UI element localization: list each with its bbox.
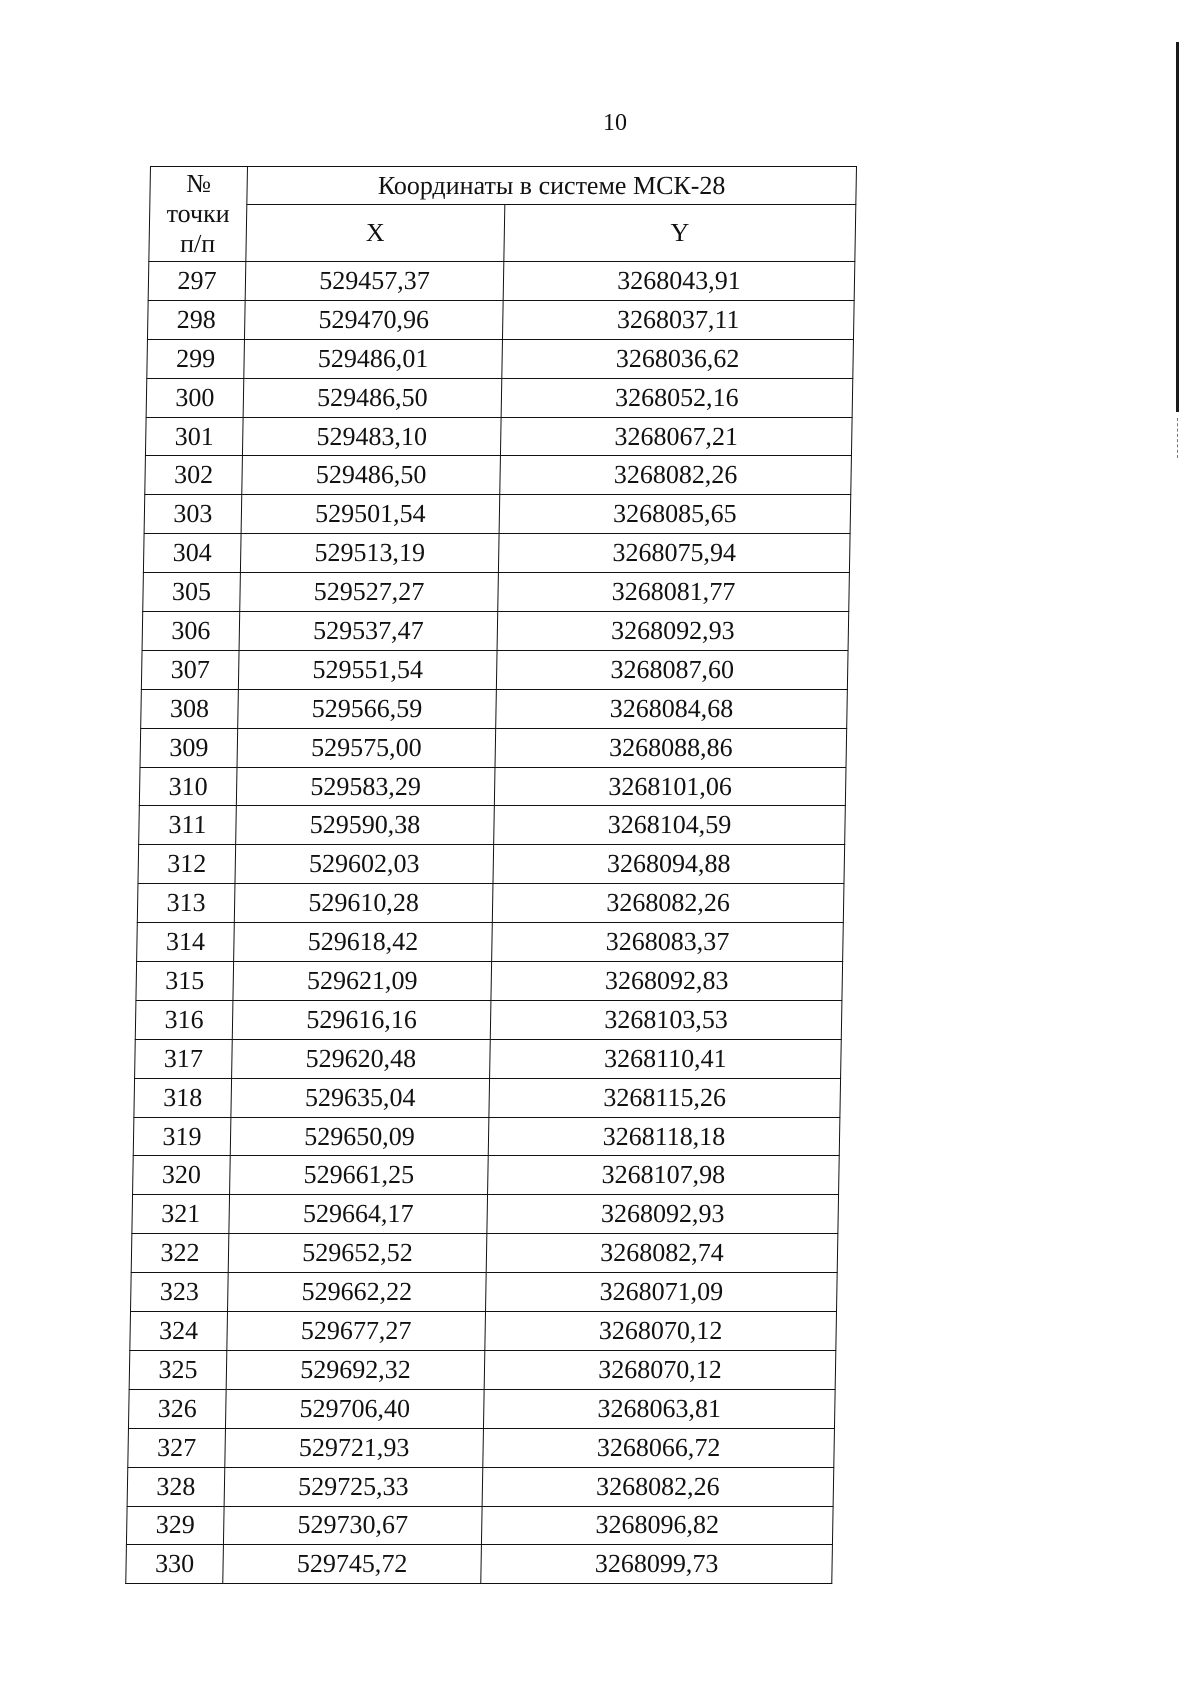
table-row: [141, 689, 848, 728]
x-coordinate-cell: 529661,25: [230, 1156, 489, 1195]
y-coordinate-cell: 3268043,91: [503, 262, 855, 301]
x-coordinate-cell: 529620,48: [232, 1039, 491, 1078]
y-coordinate-cell: 3268092,93: [497, 612, 849, 651]
y-coordinate-cell: 3268094,88: [493, 845, 845, 884]
x-coordinate-cell: 529706,40: [225, 1389, 484, 1428]
x-coordinate-cell: 529566,59: [238, 689, 497, 728]
point-number-cell: 297: [148, 262, 246, 301]
x-coordinate-cell: 529551,54: [238, 650, 497, 689]
point-number-cell: 311: [139, 806, 237, 845]
point-number-cell: 301: [145, 417, 243, 456]
point-number-cell: 305: [143, 573, 241, 612]
point-number-cell: 319: [133, 1117, 231, 1156]
x-coordinate-cell: 529457,37: [245, 262, 504, 301]
point-number-cell: 308: [141, 689, 239, 728]
x-coordinate-cell: 529635,04: [231, 1078, 490, 1117]
point-number-cell: 318: [134, 1078, 232, 1117]
point-number-cell: 316: [135, 1000, 233, 1039]
point-number-cell: 315: [136, 962, 234, 1001]
point-number-cell: 312: [138, 845, 236, 884]
table-row: [130, 1312, 837, 1351]
table-row: [138, 845, 845, 884]
y-coordinate-cell: 3268082,74: [486, 1234, 838, 1273]
point-number-cell: 330: [126, 1545, 224, 1584]
scan-edge-dash: [1177, 418, 1179, 458]
x-coordinate-cell: 529513,19: [240, 534, 499, 573]
point-number-cell: 326: [128, 1389, 226, 1428]
table-row: [131, 1273, 838, 1312]
y-coordinate-cell: 3268036,62: [502, 339, 854, 378]
x-coordinate-cell: 529721,93: [225, 1428, 484, 1467]
y-coordinate-cell: 3268052,16: [501, 378, 853, 417]
y-coordinate-cell: 3268103,53: [490, 1000, 842, 1039]
x-coordinate-cell: 529470,96: [244, 300, 503, 339]
x-coordinate-cell: 529486,50: [242, 456, 501, 495]
table-row: [137, 884, 844, 923]
point-number-cell: 314: [137, 923, 235, 962]
table-body: [126, 262, 855, 1584]
point-number-cell: 302: [145, 456, 243, 495]
x-coordinate-cell: 529621,09: [233, 962, 492, 1001]
table-row: [127, 1467, 834, 1506]
table-row: [131, 1234, 838, 1273]
table-row: [143, 573, 850, 612]
x-coordinate-cell: 529486,01: [244, 339, 503, 378]
x-coordinate-cell: 529616,16: [232, 1000, 491, 1039]
page-number: 10: [603, 110, 627, 136]
coordinates-system-header: Координаты в системе МСК-28: [247, 167, 857, 205]
point-number-cell: 298: [147, 300, 245, 339]
y-coordinate-cell: 3268070,12: [484, 1350, 836, 1389]
y-coordinate-cell: 3268067,21: [500, 417, 852, 456]
y-coordinate-cell: 3268082,26: [482, 1467, 834, 1506]
x-coordinate-cell: 529650,09: [230, 1117, 489, 1156]
table-row: [142, 612, 849, 651]
point-number-cell: 309: [140, 728, 238, 767]
y-coordinate-cell: 3268075,94: [498, 534, 850, 573]
x-coordinate-cell: 529677,27: [227, 1312, 486, 1351]
y-coordinate-cell: 3268118,18: [488, 1117, 840, 1156]
y-coordinate-cell: 3268071,09: [486, 1273, 838, 1312]
x-coordinate-cell: 529664,17: [229, 1195, 488, 1234]
table-row: [128, 1389, 835, 1428]
x-coordinate-cell: 529575,00: [237, 728, 496, 767]
y-coordinate-cell: 3268082,26: [492, 884, 844, 923]
table-row: [133, 1156, 840, 1195]
x-coordinate-cell: 529730,67: [223, 1506, 482, 1545]
table-row: [146, 378, 853, 417]
y-coordinate-cell: 3268082,26: [500, 456, 852, 495]
y-coordinate-cell: 3268081,77: [498, 573, 850, 612]
point-number-cell: 299: [147, 339, 245, 378]
y-coordinate-cell: 3268037,11: [502, 300, 854, 339]
table-row: [137, 923, 844, 962]
point-number-header-line-3: п/п: [179, 229, 216, 258]
point-number-cell: 320: [133, 1156, 231, 1195]
x-coordinate-cell: 529537,47: [239, 612, 498, 651]
y-coordinate-cell: 3268085,65: [499, 495, 851, 534]
point-number-cell: 304: [143, 534, 241, 573]
x-coordinate-cell: 529590,38: [236, 806, 495, 845]
table-row: [141, 650, 848, 689]
point-number-cell: 303: [144, 495, 242, 534]
y-coordinate-cell: 3268092,93: [487, 1195, 839, 1234]
y-coordinate-cell: 3268115,26: [489, 1078, 841, 1117]
point-number-cell: 329: [126, 1506, 224, 1545]
y-coordinate-cell: 3268107,98: [488, 1156, 840, 1195]
y-coordinate-cell: 3268063,81: [483, 1389, 835, 1428]
y-coordinate-cell: 3268101,06: [494, 767, 846, 806]
table-row: [135, 1039, 842, 1078]
y-coordinate-cell: 3268084,68: [496, 689, 848, 728]
table-row: [143, 534, 850, 573]
x-column-header: X: [246, 205, 505, 262]
x-coordinate-cell: 529583,29: [236, 767, 495, 806]
table-row: [135, 1000, 842, 1039]
x-coordinate-cell: 529618,42: [234, 923, 493, 962]
y-column-header: Y: [504, 205, 856, 262]
y-coordinate-cell: 3268110,41: [490, 1039, 842, 1078]
point-number-header-line-1: №: [186, 169, 212, 198]
table-row: [147, 339, 854, 378]
x-coordinate-cell: 529725,33: [224, 1467, 483, 1506]
point-number-cell: 300: [146, 378, 244, 417]
point-number-cell: 321: [132, 1195, 230, 1234]
point-number-cell: 306: [142, 612, 240, 651]
y-coordinate-cell: 3268070,12: [485, 1312, 837, 1351]
point-number-cell: 322: [131, 1234, 229, 1273]
point-number-cell: 307: [141, 650, 239, 689]
point-number-cell: 328: [127, 1467, 225, 1506]
table-row: [126, 1506, 833, 1545]
table-row: [134, 1078, 841, 1117]
y-coordinate-cell: 3268088,86: [495, 728, 847, 767]
point-number-cell: 323: [131, 1273, 229, 1312]
x-coordinate-cell: 529662,22: [228, 1273, 487, 1312]
table-row: [126, 1545, 833, 1584]
table-row: [139, 806, 846, 845]
point-number-cell: 325: [129, 1350, 227, 1389]
point-number-cell: 317: [135, 1039, 233, 1078]
x-coordinate-cell: 529501,54: [241, 495, 500, 534]
y-coordinate-cell: 3268087,60: [496, 650, 848, 689]
table-row: [132, 1195, 839, 1234]
table-row: [140, 728, 847, 767]
x-coordinate-cell: 529745,72: [223, 1545, 482, 1584]
x-coordinate-cell: 529692,32: [226, 1350, 485, 1389]
point-number-header: [149, 167, 248, 262]
point-number-cell: 310: [139, 767, 237, 806]
y-coordinate-cell: 3268066,72: [483, 1428, 835, 1467]
x-coordinate-cell: 529527,27: [240, 573, 499, 612]
point-number-cell: 324: [130, 1312, 228, 1351]
table-row: [145, 417, 852, 456]
x-coordinate-cell: 529610,28: [234, 884, 493, 923]
x-coordinate-cell: 529486,50: [243, 378, 502, 417]
y-coordinate-cell: 3268083,37: [492, 923, 844, 962]
coordinates-table: [125, 166, 857, 1584]
point-number-header-line-2: точки: [166, 199, 230, 228]
x-coordinate-cell: 529652,52: [228, 1234, 487, 1273]
table-row: [139, 767, 846, 806]
table-row: [145, 456, 852, 495]
y-coordinate-cell: 3268092,83: [491, 962, 843, 1001]
table-row: [136, 962, 843, 1001]
table-row: [148, 262, 855, 301]
point-number-cell: 313: [137, 884, 235, 923]
table-row: [128, 1428, 835, 1467]
point-number-cell: 327: [128, 1428, 226, 1467]
table-row: [144, 495, 851, 534]
table-row: [147, 300, 854, 339]
y-coordinate-cell: 3268099,73: [481, 1545, 833, 1584]
y-coordinate-cell: 3268096,82: [481, 1506, 833, 1545]
table-row: [129, 1350, 836, 1389]
x-coordinate-cell: 529602,03: [235, 845, 494, 884]
table-header: [149, 167, 857, 262]
x-coordinate-cell: 529483,10: [242, 417, 501, 456]
table-row: [133, 1117, 840, 1156]
scan-edge-line: [1176, 42, 1179, 412]
y-coordinate-cell: 3268104,59: [494, 806, 846, 845]
